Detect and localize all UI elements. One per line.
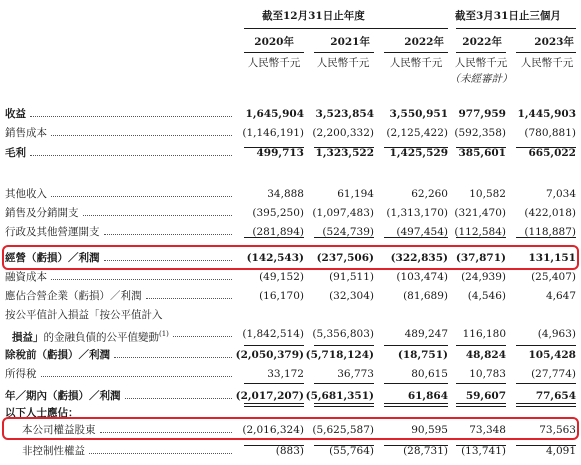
row-value-col-5: 4,647 xyxy=(545,290,576,302)
rule-np-bottom-3 xyxy=(384,403,448,407)
rule-gross-top-5 xyxy=(516,147,576,148)
highlight-box-operating-result xyxy=(2,245,579,270)
row-value-col-1: (281,894) xyxy=(252,226,304,238)
row-value-col-2: (91,511) xyxy=(329,271,374,283)
row-label xyxy=(5,147,26,160)
row-value-col-3: (18,751) xyxy=(397,349,448,361)
row-value-col-4: 116,180 xyxy=(462,328,506,340)
row-value-col-4: 10,783 xyxy=(469,368,506,380)
header-group-quarter-rule xyxy=(456,28,576,29)
row-label-text: 經營（虧損）／利潤 xyxy=(5,252,100,264)
row-dot-leader xyxy=(83,215,233,216)
rule-attr-top-4 xyxy=(456,445,506,446)
row-value-col-5: (118,887) xyxy=(524,226,576,238)
col-year-rule-1 xyxy=(244,52,304,53)
rule-np-bottom-4 xyxy=(456,403,506,407)
row-label-text: 非控制性權益 xyxy=(22,445,85,457)
rule-op-top-2 xyxy=(314,237,374,238)
col-year-2: 2021年 xyxy=(330,36,370,48)
rule-gross-top-2 xyxy=(314,147,374,148)
row-value-col-4: (24,939) xyxy=(461,271,506,283)
row-value-col-3: (322,835) xyxy=(390,252,448,264)
row-value-col-4: (321,470) xyxy=(454,207,506,219)
row-label-footnote: (1) xyxy=(159,330,169,338)
col-unit-1: 人民幣千元 xyxy=(247,57,301,69)
row-value-col-5: (27,774) xyxy=(531,368,576,380)
rule-np-top-5 xyxy=(516,383,576,384)
row-value-col-2: (5,681,351) xyxy=(305,390,374,402)
row-value-col-5: 7,034 xyxy=(545,188,576,200)
row-value-col-3: 1,425,529 xyxy=(389,147,448,159)
rule-gross-top-4 xyxy=(456,147,506,148)
col-year-rule-5 xyxy=(516,52,576,53)
rule-pbt-top-3 xyxy=(384,345,448,346)
row-dot-leader xyxy=(51,279,232,280)
row-value-col-2: (2,200,332) xyxy=(312,127,374,139)
row-label xyxy=(5,271,47,284)
rule-np-bottom-5 xyxy=(516,403,576,407)
row-value-col-2: (5,625,587) xyxy=(312,424,374,436)
row-label xyxy=(5,390,121,403)
row-value-col-4: 977,959 xyxy=(458,108,506,120)
row-value-col-1: (142,543) xyxy=(246,252,304,264)
row-value-col-2: 3,523,854 xyxy=(315,108,374,120)
row-dot-leader xyxy=(30,155,232,156)
row-label xyxy=(5,207,79,220)
row-label-text: 銷售成本 xyxy=(5,127,47,139)
row-value-col-3: 61,864 xyxy=(407,390,448,402)
row-value-col-3: 90,595 xyxy=(411,424,448,436)
row-value-col-2: 1,323,522 xyxy=(315,147,374,159)
row-value-col-3: 62,260 xyxy=(411,188,448,200)
row-value-col-5: (25,407) xyxy=(531,271,576,283)
row-value-col-5: 131,151 xyxy=(528,252,576,264)
row-label-text: 除稅前（虧損）／利潤 xyxy=(5,349,110,361)
row-label-text: 所得稅 xyxy=(5,368,37,380)
row-value-col-1: (883) xyxy=(275,445,304,457)
row-label xyxy=(5,290,142,303)
row-value-col-3: (1,313,170) xyxy=(386,207,448,219)
row-value-col-1: 33,172 xyxy=(267,368,304,380)
header-group-year: 截至12月31日止年度 xyxy=(262,10,365,22)
col-unit-5: 人民幣千元 xyxy=(520,57,574,69)
row-value-col-2: (55,764) xyxy=(329,445,374,457)
rule-np-bottom-2 xyxy=(314,403,374,407)
row-value-col-1: (2,016,324) xyxy=(242,424,304,436)
row-label xyxy=(5,309,163,322)
row-value-col-4: 48,824 xyxy=(465,349,506,361)
row-value-col-2: 36,773 xyxy=(337,368,374,380)
row-label xyxy=(5,349,110,362)
row-value-col-5: 4,091 xyxy=(545,445,576,457)
col-note-unaudited: （未經審計） xyxy=(449,73,513,85)
row-label-text: 融資成本 xyxy=(5,271,47,283)
rule-np-top-2 xyxy=(314,383,374,384)
rule-op-top-5 xyxy=(516,237,576,238)
row-dot-leader xyxy=(51,135,232,136)
row-value-col-4: (13,741) xyxy=(461,445,506,457)
rule-gross-top-1 xyxy=(244,147,304,148)
rule-np-bottom-1 xyxy=(244,403,304,407)
rule-op-top-4 xyxy=(456,237,506,238)
row-label-text: 毛利 xyxy=(5,147,26,159)
row-value-col-3: (81,689) xyxy=(403,290,448,302)
row-label xyxy=(12,328,169,345)
row-value-col-4: (37,871) xyxy=(455,252,506,264)
col-year-rule-3 xyxy=(384,52,448,53)
row-value-col-4: 385,601 xyxy=(458,147,506,159)
row-label-text: 本公司權益股東 xyxy=(22,424,96,436)
rule-np-top-4 xyxy=(456,383,506,384)
row-value-col-2: (237,506) xyxy=(316,252,374,264)
row-value-col-1: (2,050,379) xyxy=(235,349,304,361)
row-label-text: 的金融負債的公平值變動 xyxy=(43,331,159,344)
row-label-text: 年／期內（虧損）／利潤 xyxy=(5,390,121,402)
rule-pbt-top-4 xyxy=(456,345,506,346)
col-unit-4: 人民幣千元 xyxy=(454,57,508,69)
row-dot-leader xyxy=(146,298,233,299)
row-value-col-2: 61,194 xyxy=(337,188,374,200)
col-unit-2: 人民幣千元 xyxy=(316,57,370,69)
row-value-col-3: (2,125,422) xyxy=(386,127,448,139)
rule-attr-top-3 xyxy=(384,445,448,446)
row-value-col-5: 105,428 xyxy=(528,349,576,361)
row-value-col-5: 1,445,903 xyxy=(517,108,576,120)
row-value-col-4: 59,607 xyxy=(465,390,506,402)
row-value-col-4: 10,582 xyxy=(469,188,506,200)
row-dot-leader xyxy=(114,357,232,358)
row-dot-leader xyxy=(125,398,233,399)
row-value-col-3: (28,731) xyxy=(403,445,448,457)
col-year-rule-2 xyxy=(314,52,374,53)
row-label-text: 行政及其他營運開支 xyxy=(5,226,100,238)
header-group-quarter: 截至3月31日止三個月 xyxy=(455,10,561,22)
rule-pbt-top-1 xyxy=(244,345,304,346)
row-value-col-4: (112,584) xyxy=(454,226,506,238)
row-value-col-5: (780,881) xyxy=(524,127,576,139)
row-value-col-1: (1,146,191) xyxy=(242,127,304,139)
row-dot-leader xyxy=(30,116,232,117)
rule-np-top-3 xyxy=(384,383,448,384)
row-value-col-1: 1,645,904 xyxy=(245,108,304,120)
row-value-col-5: (4,963) xyxy=(537,328,576,340)
row-value-col-1: (2,017,207) xyxy=(235,390,304,402)
row-label xyxy=(5,226,100,239)
row-label-text: 以下人士應佔： xyxy=(5,407,79,419)
rule-op-top-1 xyxy=(244,237,304,238)
rule-pbt-top-2 xyxy=(314,345,374,346)
row-dot-leader xyxy=(41,376,233,377)
row-value-col-5: 665,022 xyxy=(528,147,576,159)
row-value-col-1: 499,713 xyxy=(256,147,304,159)
row-value-col-2: (5,718,124) xyxy=(305,349,374,361)
row-label-text: 收益 xyxy=(5,108,26,120)
rule-attr-top-1 xyxy=(244,445,304,446)
row-value-col-1: 34,888 xyxy=(267,188,304,200)
row-value-col-1: (49,152) xyxy=(259,271,304,283)
rule-attr-top-2 xyxy=(314,445,374,446)
row-value-col-4: (592,358) xyxy=(454,127,506,139)
row-value-col-4: (4,546) xyxy=(467,290,506,302)
highlight-box-equity-shareholders xyxy=(2,417,579,440)
col-year-rule-4 xyxy=(456,52,506,53)
row-value-col-5: 77,654 xyxy=(535,390,576,402)
row-value-col-2: (1,097,483) xyxy=(312,207,374,219)
row-label xyxy=(5,368,37,381)
col-unit-3: 人民幣千元 xyxy=(389,57,443,69)
row-value-col-1: (16,170) xyxy=(259,290,304,302)
rule-np-top-1 xyxy=(244,383,304,384)
col-year-1: 2020年 xyxy=(254,36,294,48)
col-year-4: 2022年 xyxy=(462,36,502,48)
rule-pbt-top-5 xyxy=(516,345,576,346)
row-label xyxy=(5,188,47,201)
col-year-5: 2023年 xyxy=(534,36,574,48)
row-value-col-1: (1,842,514) xyxy=(242,328,304,340)
row-dot-leader xyxy=(89,453,232,454)
row-value-col-5: (422,018) xyxy=(524,207,576,219)
row-label xyxy=(5,127,47,140)
row-value-col-4: 73,348 xyxy=(469,424,506,436)
row-value-col-1: (395,250) xyxy=(252,207,304,219)
row-value-col-2: (5,356,803) xyxy=(312,328,374,340)
row-label-text: 銷售及分銷開支 xyxy=(5,207,79,219)
row-value-col-3: 80,615 xyxy=(411,368,448,380)
row-value-col-2: (32,304) xyxy=(329,290,374,302)
rule-op-top-3 xyxy=(384,237,448,238)
row-value-col-3: (497,454) xyxy=(396,226,448,238)
row-label-prefix: 損益」 xyxy=(12,331,44,344)
row-dot-leader xyxy=(104,234,233,235)
row-value-col-3: (103,474) xyxy=(396,271,448,283)
row-label-text: 應佔合營企業（虧損）／利潤 xyxy=(5,290,142,302)
rule-attr-top-5 xyxy=(516,445,576,446)
row-label xyxy=(5,108,26,121)
row-label xyxy=(22,445,85,458)
row-value-col-3: 489,247 xyxy=(404,328,448,340)
rule-gross-top-3 xyxy=(384,147,448,148)
header-group-year-rule xyxy=(244,28,448,29)
row-label-text: 其他收入 xyxy=(5,188,47,200)
row-value-col-2: (524,739) xyxy=(322,226,374,238)
row-label-text: 按公平值計入損益「按公平值計入 xyxy=(5,309,163,321)
row-value-col-3: 3,550,951 xyxy=(389,108,448,120)
col-year-3: 2022年 xyxy=(404,36,444,48)
row-value-col-5: 73,563 xyxy=(539,424,576,436)
row-dot-leader xyxy=(51,196,232,197)
